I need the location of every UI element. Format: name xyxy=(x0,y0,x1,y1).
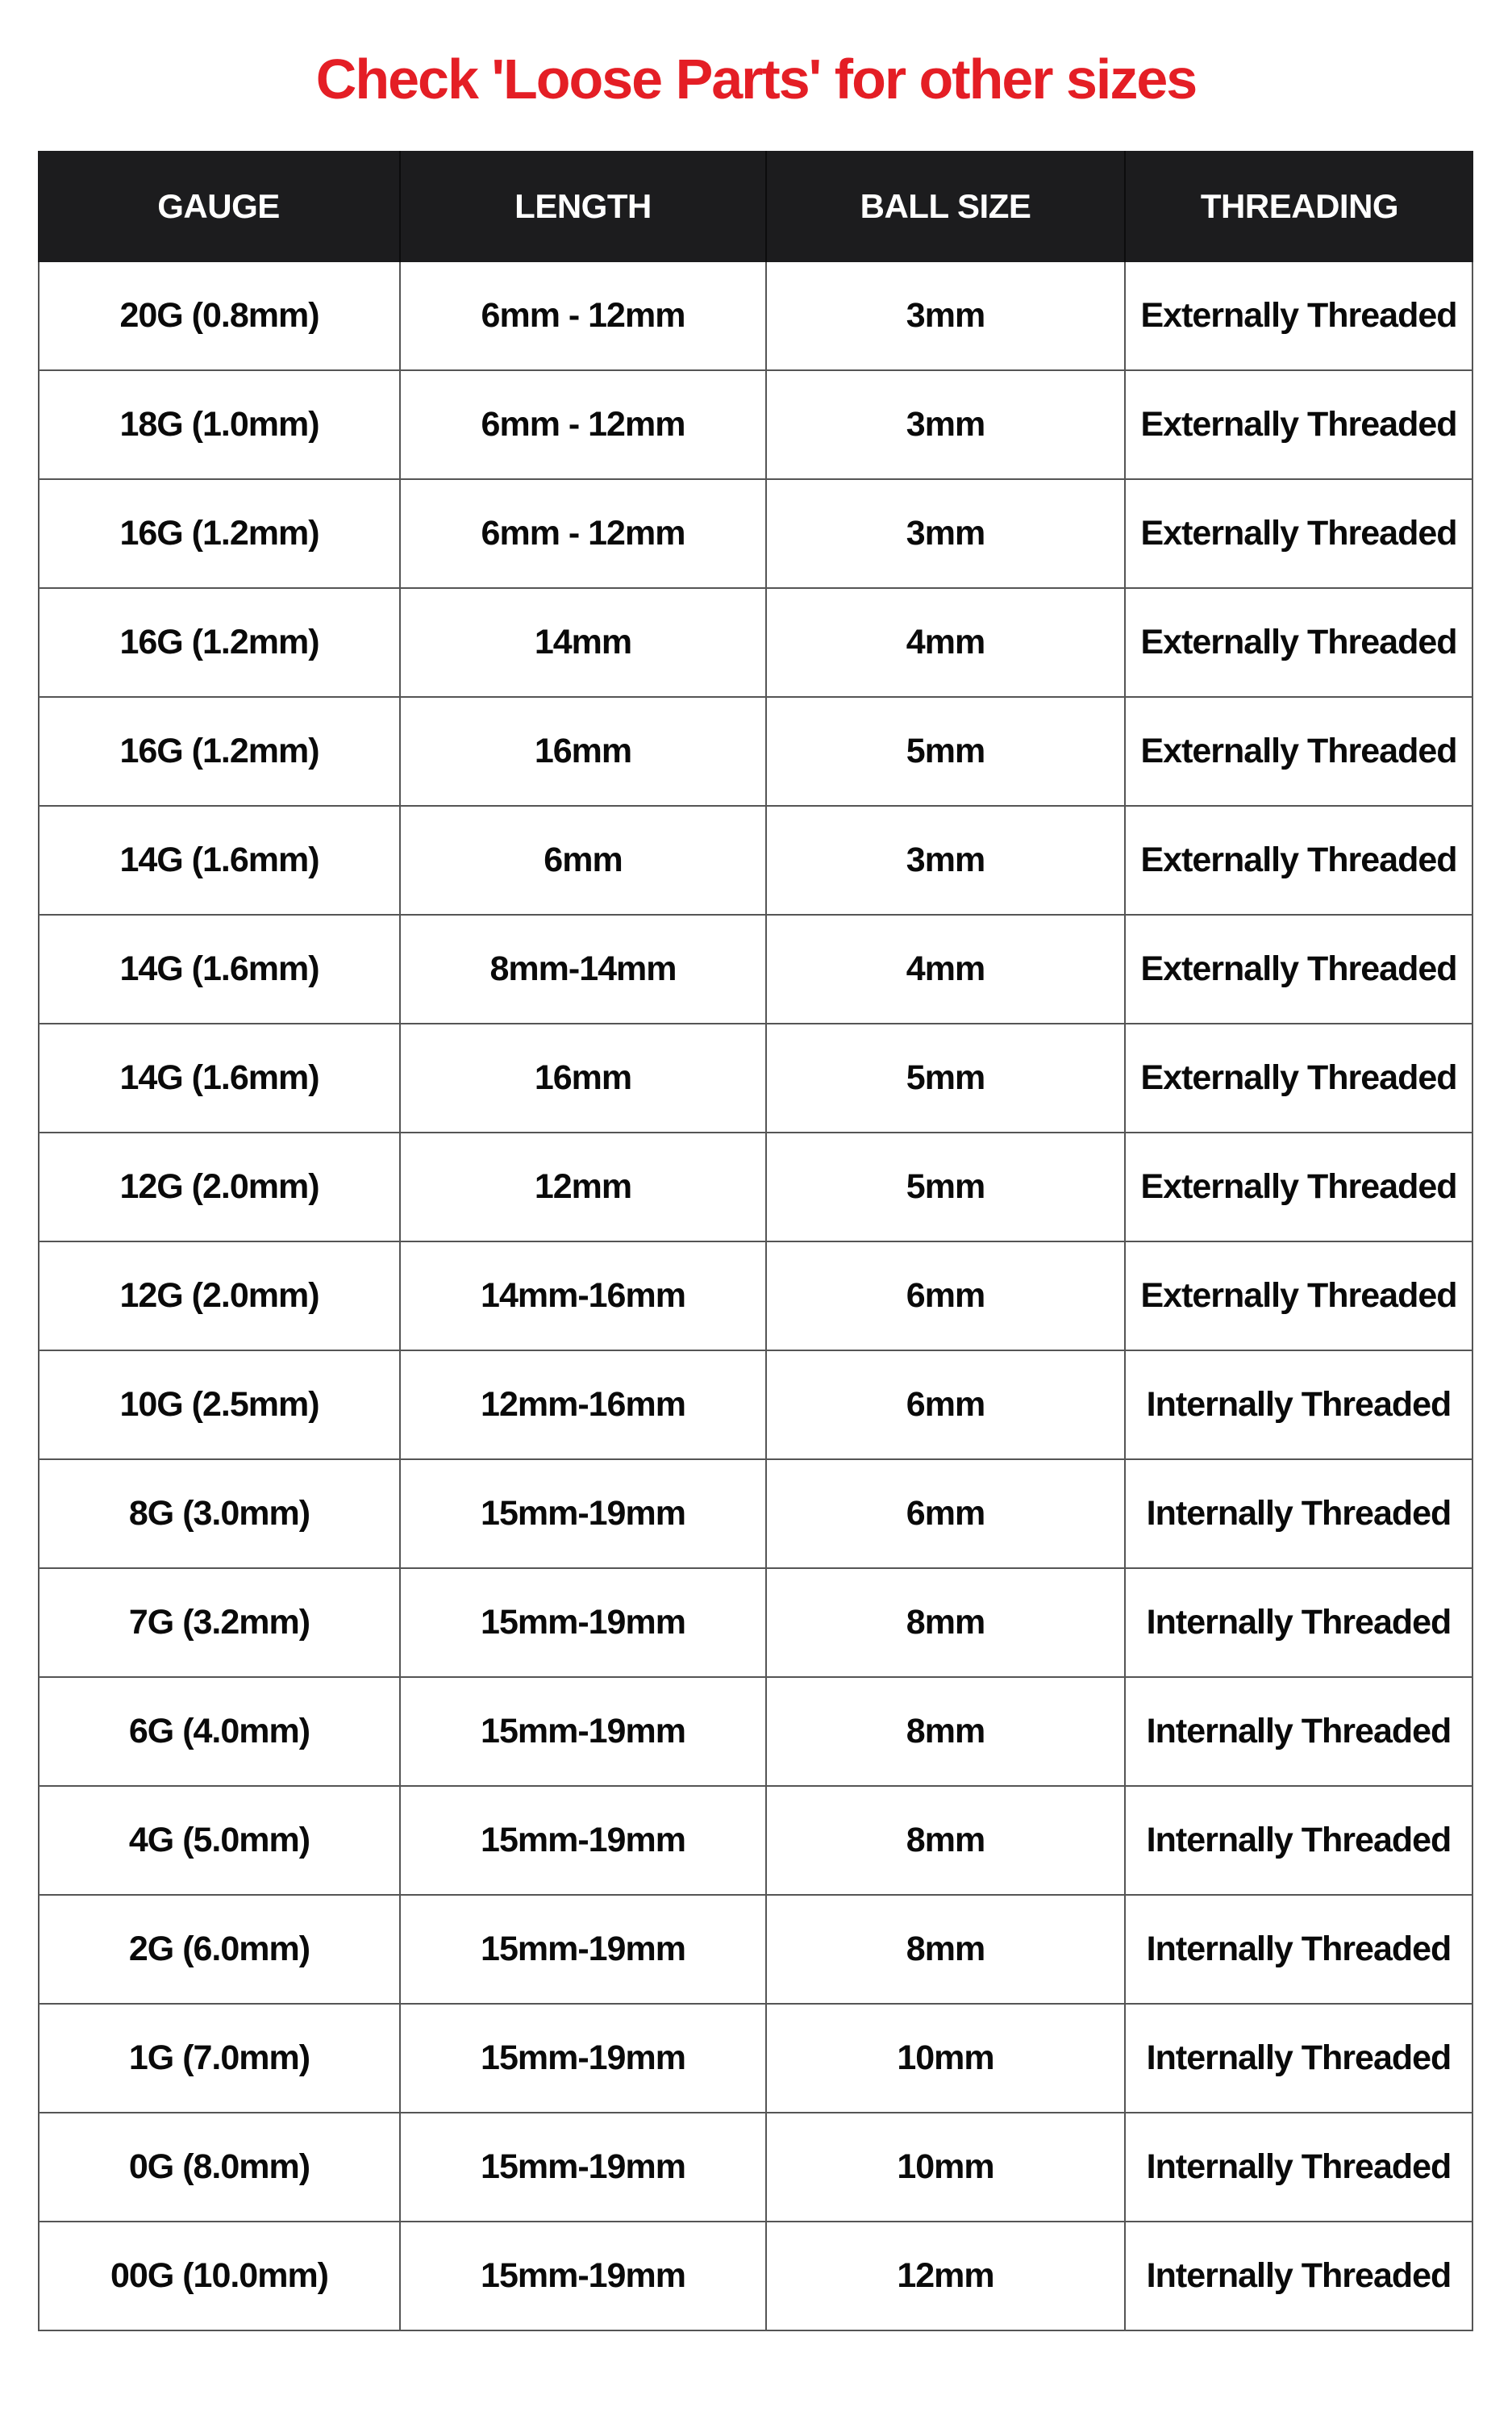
ball-size-cell: 3mm xyxy=(767,807,1126,916)
table-row xyxy=(38,1024,1473,1133)
gauge-cell: 1G (7.0mm) xyxy=(38,2005,401,2113)
length-cell: 15mm-19mm xyxy=(401,2005,767,2113)
gauge-cell: 10G (2.5mm) xyxy=(38,1351,401,1460)
ball-size-cell: 8mm xyxy=(767,1896,1126,2005)
ball-size-cell: 6mm xyxy=(767,1460,1126,1569)
table-row xyxy=(38,698,1473,807)
length-cell: 15mm-19mm xyxy=(401,1569,767,1678)
threading-cell: Externally Threaded xyxy=(1126,1133,1473,1242)
table-body xyxy=(38,262,1473,2331)
gauge-cell: 4G (5.0mm) xyxy=(38,1787,401,1896)
table-row xyxy=(38,1787,1473,1896)
ball-size-cell: 8mm xyxy=(767,1678,1126,1787)
table-row xyxy=(38,262,1473,371)
gauge-cell: 14G (1.6mm) xyxy=(38,1024,401,1133)
ball-size-cell: 10mm xyxy=(767,2113,1126,2222)
column-header-gauge: GAUGE xyxy=(38,151,401,262)
threading-cell: Externally Threaded xyxy=(1126,262,1473,371)
column-header-threading: THREADING xyxy=(1200,187,1399,225)
ball-size-cell: 5mm xyxy=(767,1024,1126,1133)
length-cell: 16mm xyxy=(401,1024,767,1133)
length-cell: 15mm-19mm xyxy=(401,1460,767,1569)
table-row xyxy=(38,2005,1473,2113)
page-title: Check 'Loose Parts' for other sizes xyxy=(315,48,1197,111)
table-row xyxy=(38,2222,1473,2331)
threading-cell: Internally Threaded xyxy=(1126,1569,1473,1678)
length-cell: 6mm xyxy=(401,807,767,916)
threading-cell: Externally Threaded xyxy=(1126,480,1473,589)
threading-cell: Internally Threaded xyxy=(1126,1351,1473,1460)
length-cell: 8mm-14mm xyxy=(401,916,767,1024)
length-cell: 15mm-19mm xyxy=(401,1678,767,1787)
table-row xyxy=(38,589,1473,698)
length-cell: 15mm-19mm xyxy=(401,1787,767,1896)
threading-cell: Externally Threaded xyxy=(1126,1242,1473,1351)
ball-size-cell: 5mm xyxy=(767,1133,1126,1242)
threading-cell: Externally Threaded xyxy=(1126,371,1473,480)
threading-cell: Externally Threaded xyxy=(1126,916,1473,1024)
gauge-cell: 8G (3.0mm) xyxy=(38,1460,401,1569)
table-row xyxy=(38,2113,1473,2222)
table-row xyxy=(38,807,1473,916)
threading-cell: Internally Threaded xyxy=(1126,2113,1473,2222)
gauge-cell: 6G (4.0mm) xyxy=(38,1678,401,1787)
table-row xyxy=(38,1351,1473,1460)
length-cell: 15mm-19mm xyxy=(401,1896,767,2005)
gauge-cell: 12G (2.0mm) xyxy=(38,1242,401,1351)
ball-size-cell: 5mm xyxy=(767,698,1126,807)
ball-size-cell: 8mm xyxy=(767,1569,1126,1678)
gauge-cell: 0G (8.0mm) xyxy=(38,2113,401,2222)
length-cell: 6mm - 12mm xyxy=(401,262,767,371)
threading-cell: Internally Threaded xyxy=(1126,1896,1473,2005)
threading-cell: Internally Threaded xyxy=(1126,1460,1473,1569)
threading-cell: Internally Threaded xyxy=(1126,1678,1473,1787)
ball-size-cell: 4mm xyxy=(767,916,1126,1024)
length-cell: 6mm - 12mm xyxy=(401,480,767,589)
threading-cell: Internally Threaded xyxy=(1126,2005,1473,2113)
header-row xyxy=(38,151,1473,262)
table-row xyxy=(38,480,1473,589)
threading-cell: Externally Threaded xyxy=(1126,589,1473,698)
table-row xyxy=(38,1896,1473,2005)
gauge-cell: 16G (1.2mm) xyxy=(38,698,401,807)
ball-size-cell: 10mm xyxy=(767,2005,1126,2113)
threading-cell: Internally Threaded xyxy=(1126,2222,1473,2331)
ball-size-cell: 6mm xyxy=(767,1242,1126,1351)
length-cell: 6mm - 12mm xyxy=(401,371,767,480)
length-cell: 12mm-16mm xyxy=(401,1351,767,1460)
ball-size-cell: 12mm xyxy=(767,2222,1126,2331)
table-row xyxy=(38,371,1473,480)
gauge-cell: 16G (1.2mm) xyxy=(38,480,401,589)
ball-size-cell: 3mm xyxy=(767,371,1126,480)
table-row xyxy=(38,1460,1473,1569)
length-cell: 15mm-19mm xyxy=(401,2222,767,2331)
table-row xyxy=(38,1242,1473,1351)
size-chart-table xyxy=(38,151,1473,2331)
ball-size-cell: 8mm xyxy=(767,1787,1126,1896)
gauge-cell: 12G (2.0mm) xyxy=(38,1133,401,1242)
table-row xyxy=(38,916,1473,1024)
gauge-cell: 14G (1.6mm) xyxy=(38,807,401,916)
threading-cell: Externally Threaded xyxy=(1126,698,1473,807)
threading-cell: Internally Threaded xyxy=(1126,1787,1473,1896)
length-cell: 15mm-19mm xyxy=(401,2113,767,2222)
gauge-cell: 16G (1.2mm) xyxy=(38,589,401,698)
gauge-cell: 20G (0.8mm) xyxy=(38,262,401,371)
gauge-cell: 7G (3.2mm) xyxy=(38,1569,401,1678)
length-cell: 14mm xyxy=(401,589,767,698)
column-header-ball-size: BALL SIZE xyxy=(767,151,1126,262)
gauge-cell: 00G (10.0mm) xyxy=(38,2222,401,2331)
gauge-cell: 14G (1.6mm) xyxy=(38,916,401,1024)
ball-size-cell: 4mm xyxy=(767,589,1126,698)
gauge-cell: 18G (1.0mm) xyxy=(38,371,401,480)
threading-cell: Externally Threaded xyxy=(1126,1024,1473,1133)
gauge-cell: 2G (6.0mm) xyxy=(38,1896,401,2005)
length-cell: 14mm-16mm xyxy=(401,1242,767,1351)
ball-size-cell: 6mm xyxy=(767,1351,1126,1460)
ball-size-cell: 3mm xyxy=(767,262,1126,371)
length-cell: 16mm xyxy=(401,698,767,807)
ball-size-cell: 3mm xyxy=(767,480,1126,589)
table-header xyxy=(38,151,1473,262)
column-header-length: LENGTH xyxy=(401,151,767,262)
table-row xyxy=(38,1569,1473,1678)
table-row xyxy=(38,1133,1473,1242)
length-cell: 12mm xyxy=(401,1133,767,1242)
threading-cell: Externally Threaded xyxy=(1126,807,1473,916)
table-row xyxy=(38,1678,1473,1787)
